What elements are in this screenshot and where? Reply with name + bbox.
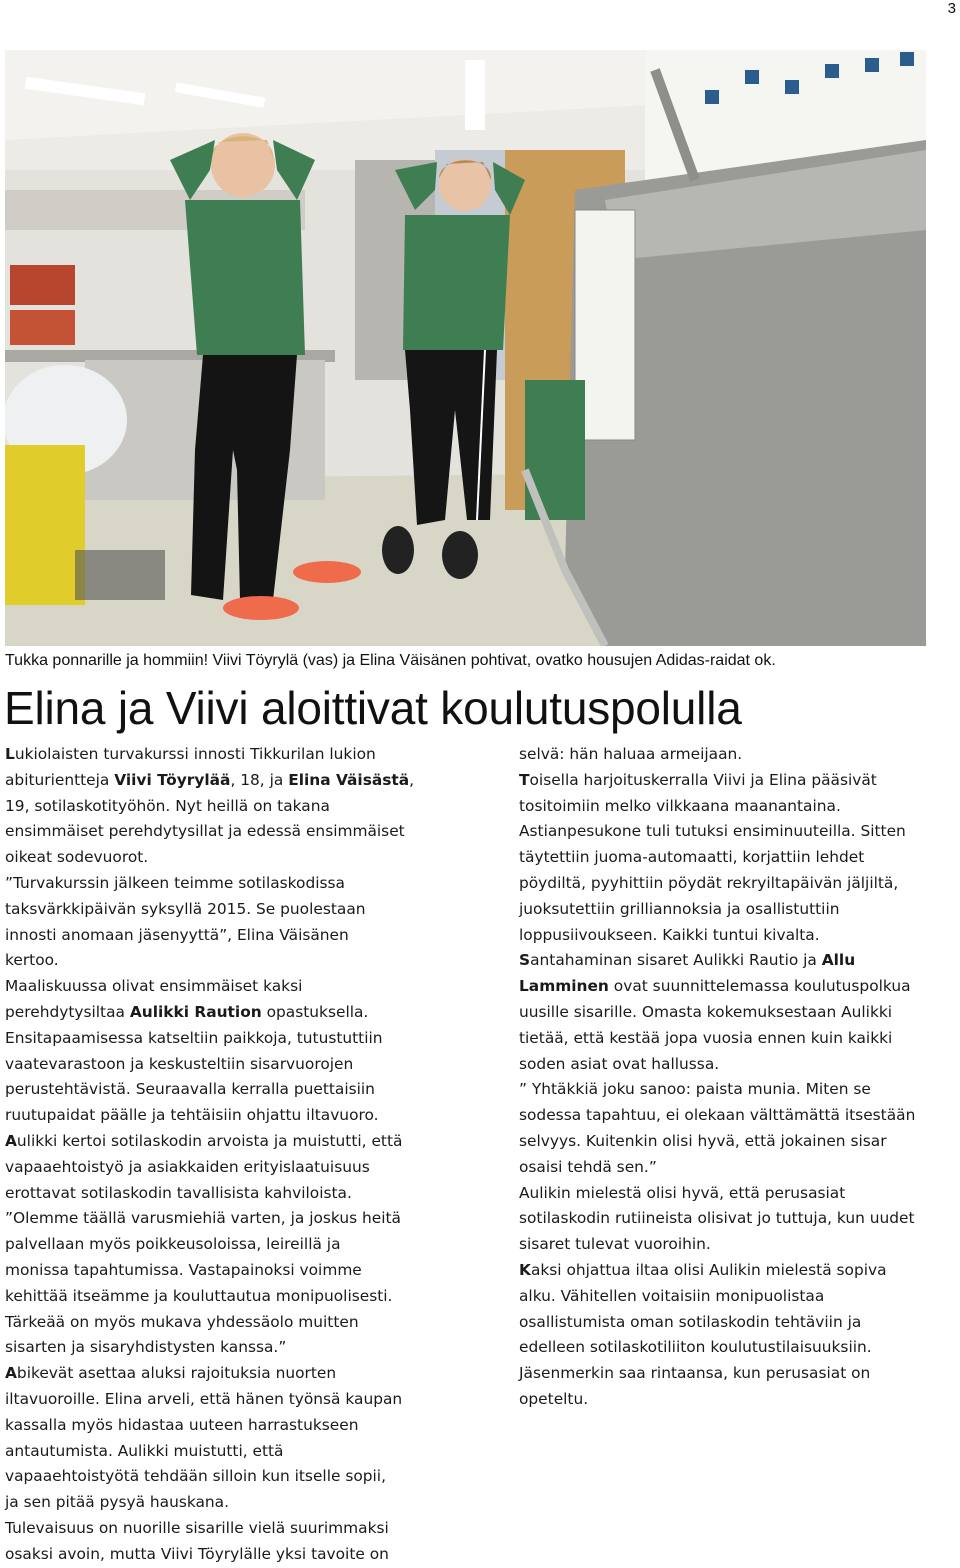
text-run: oisella harjoituskerralla Viivi ja Elina pääsivät	[529, 770, 877, 789]
person-name: Viivi Töyrylää	[114, 770, 231, 789]
paragraph-line: selvyys. Kuitenkin olisi hyvä, että jokainen sisar	[519, 1131, 887, 1150]
paragraph-line: edelleen sotilaskotiliiton koulutustilaisuuksiin.	[519, 1338, 872, 1357]
paragraph-line: selvä: hän haluaa armeijaan.	[519, 745, 743, 763]
paragraph-line: Maaliskuussa olivat ensimmäiset kaksi	[5, 977, 303, 996]
paragraph-line: vapaaehtoistyö ja asiakkaiden erityislaatuisuus	[5, 1157, 370, 1176]
paragraph-line: sodessa tapahtuu, ei olekaan välttämättä itsestään	[519, 1106, 916, 1125]
paragraph-line: sisarten ja sisaryhdistysten kanssa.”	[5, 1338, 287, 1357]
paragraph-line	[5, 1000, 475, 1026]
text-run: antahaminan sisaret Aulikki Rautio ja	[530, 951, 822, 970]
paragraph-line: iltavuoroille. Elina arveli, että hänen työnsä kaupan	[5, 1389, 403, 1408]
paragraph-line: osaksi avoin, mutta Viivi Töyrylälle yksi tavoite on	[5, 1544, 389, 1563]
paragraph-line: juoksutettiin grilliannoksia ja osallistuttiin	[519, 899, 840, 918]
paragraph-line: soden asiat ovat hallussa.	[519, 1054, 720, 1073]
paragraph-line: antautumista. Aulikki muistutti, että	[5, 1441, 284, 1460]
lead-letter: T	[519, 770, 530, 789]
lead-letter: L	[5, 745, 15, 763]
paragraph-line: vaatevarastoon ja keskusteltiin sisarvuorojen	[5, 1054, 354, 1073]
photo-caption: Tukka ponnarille ja hommiin! Viivi Töyrylä (vas) ja Elina Väisänen pohtivat, ovatko housujen Adidas-raidat ok.	[5, 652, 776, 669]
paragraph-line	[519, 948, 959, 974]
paragraph-line: oikeat sodevuorot.	[5, 848, 149, 867]
paragraph-line: täytettiin juoma-automaatti, korjattiin lehdet	[519, 848, 865, 867]
paragraph-line	[519, 768, 959, 794]
text-run: ulikki kertoi sotilaskodin arvoista ja muistutti, että	[16, 1131, 403, 1150]
article-title: Elina ja Viivi aloittivat koulutuspolulla	[4, 682, 742, 734]
paragraph-line: ”Turvakurssin jälkeen teimme sotilaskodissa	[5, 873, 345, 892]
paragraph-line: opeteltu.	[519, 1389, 589, 1408]
text-run: perehdytysiltaa	[5, 1002, 130, 1021]
text-run: ,	[409, 770, 415, 789]
text-run: bikevät asettaa aluksi rajoituksia nuorten	[16, 1364, 337, 1383]
paragraph-line: Jäsenmerkin saa rintaansa, kun perusasiat on	[519, 1364, 871, 1383]
text-run: aksi ohjattua iltaa olisi Aulikin mielestä sopiva	[530, 1260, 887, 1279]
paragraph-line: Tärkeää on myös mukava yhdessäolo muitten	[5, 1312, 359, 1331]
paragraph-line: innosti anomaan jäsenyyttä”, Elina Väisänen	[5, 925, 349, 944]
paragraph-line: ”Olemme täällä varusmiehiä varten, ja joskus heitä	[5, 1209, 401, 1228]
page-number: 3	[947, 0, 956, 17]
text-run: ovat suunnittelemassa koulutuspolkua	[608, 977, 911, 996]
paragraph-line	[5, 742, 475, 768]
paragraph-line	[5, 768, 475, 794]
paragraph-line: Astianpesukone tuli tutuksi ensiminuuteilla. Sitten	[519, 822, 906, 841]
paragraph-line	[519, 1258, 959, 1284]
paragraph-line: palvellaan myös poikkeusoloissa, leireillä ja	[5, 1235, 341, 1254]
paragraph-line	[5, 1361, 475, 1387]
paragraph-line: tositoimiin melko vilkkaana maanantaina.	[519, 796, 841, 815]
person-name: Aulikki Raution	[129, 1002, 262, 1021]
person-name: Allu	[821, 951, 856, 970]
paragraph-line: 19, sotilaskotityöhön. Nyt heillä on takana	[5, 796, 330, 815]
paragraph-line: pöydiltä, pyyhittiin pöydät rekryiltapäivän jäljiltä,	[519, 873, 899, 892]
paragraph-line: osaisi tehdä sen.”	[519, 1157, 657, 1176]
article-column-left	[5, 742, 475, 1568]
article-column-right	[519, 742, 959, 1413]
paragraph-line: ” Yhtäkkiä joku sanoo: paista munia. Miten se	[519, 1080, 871, 1099]
paragraph-line: loppusiivoukseen. Kaikki tuntui kivalta.	[519, 925, 820, 944]
paragraph-line: perustehtävistä. Seuraavalla kerralla puettaisiin	[5, 1080, 375, 1099]
paragraph-line: monissa tapahtumissa. Vastapainoksi voimme	[5, 1260, 362, 1279]
text-run: ukiolaisten turvakurssi innosti Tikkurilan lukion	[14, 745, 376, 763]
paragraph-line: ruutupaidat päälle ja tehtäisiin ohjattu iltavuoro.	[5, 1106, 379, 1125]
paragraph-line	[519, 974, 959, 1000]
paragraph-line: sisaret tulevat vuoroihin.	[519, 1235, 711, 1254]
paragraph-line: tietää, että kestää jopa vuosia ennen kuin kaikki	[519, 1028, 893, 1047]
text-run: opastuksella.	[261, 1002, 369, 1021]
lead-letter: A	[5, 1131, 17, 1150]
paragraph-line	[5, 1129, 475, 1155]
lead-letter: S	[519, 951, 531, 970]
paragraph-line: alku. Vähitellen voitaisiin monipuolistaa	[519, 1286, 825, 1305]
paragraph-line: kehittää itseämme ja kouluttautua monipuolisesti.	[5, 1286, 393, 1305]
lead-letter: A	[5, 1364, 17, 1383]
lead-letter: K	[519, 1260, 531, 1279]
paragraph-line: erottavat sotilaskodin tavallisista kahviloista.	[5, 1183, 352, 1202]
paragraph-line: sotilaskodin rutiineista olisivat jo tuttuja, kun uudet	[519, 1209, 915, 1228]
person-name: Lamminen	[519, 977, 609, 996]
paragraph-line: uusille sisarille. Omasta kokemuksestaan Aulikki	[519, 1002, 893, 1021]
kitchen-photo	[5, 50, 926, 646]
paragraph-line: ja sen pitää pysyä hauskana.	[5, 1493, 230, 1512]
paragraph-line: vapaaehtoistyötä tehdään silloin kun itselle sopii,	[5, 1467, 386, 1486]
paragraph-line: Aulikin mielestä olisi hyvä, että perusasiat	[519, 1183, 846, 1202]
paragraph-line: kertoo.	[5, 951, 59, 970]
paragraph-line: Ensitapaamisessa katseltiin paikkoja, tutustuttiin	[5, 1028, 383, 1047]
paragraph-line: osallistumista oman sotilaskodin tehtäviin ja	[519, 1312, 862, 1331]
text-run: , 18, ja	[230, 770, 289, 789]
paragraph-line: kassalla myös hidastaa uuteen harrastukseen	[5, 1415, 359, 1434]
paragraph-line: Tulevaisuus on nuorille sisarille vielä suurimmaksi	[5, 1518, 389, 1537]
text-run: abiturientteja	[5, 770, 115, 789]
paragraph-line: ensimmäiset perehdytysillat ja edessä ensimmäiset	[5, 822, 405, 841]
person-name: Elina Väisästä	[288, 770, 410, 789]
paragraph-line: taksvärkkipäivän syksyllä 2015. Se puolestaan	[5, 899, 366, 918]
